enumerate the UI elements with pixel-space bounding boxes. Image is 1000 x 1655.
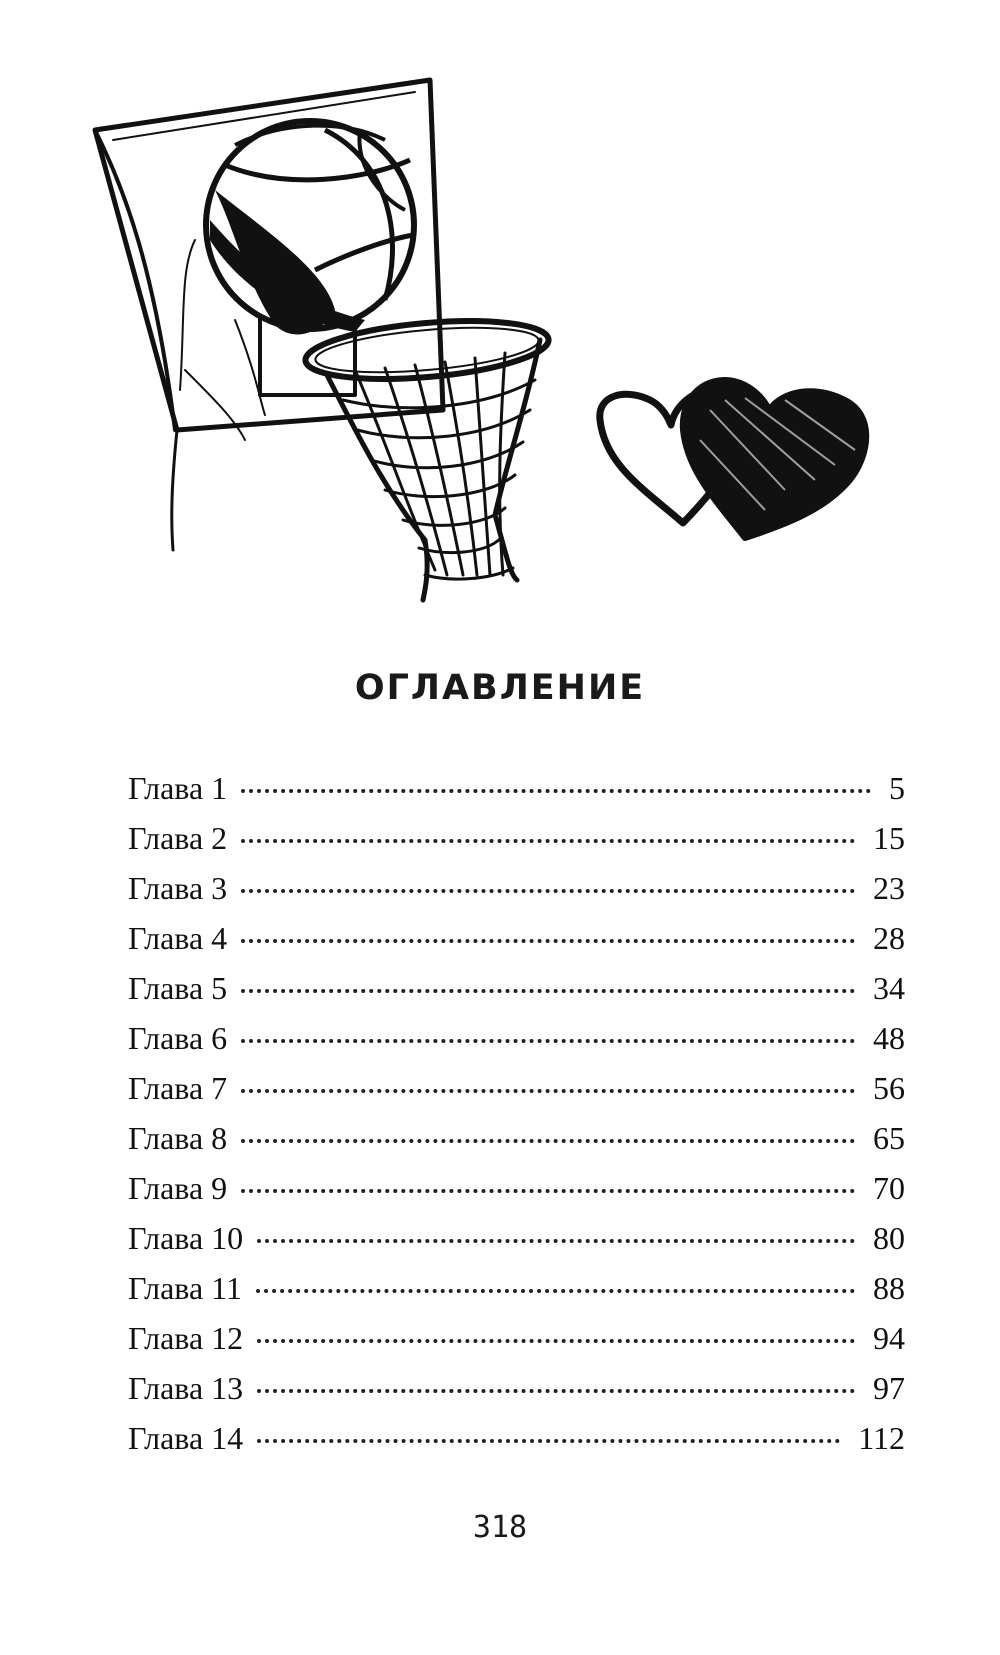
basketball-hearts-illustration (85, 70, 935, 640)
toc-entry (128, 1070, 905, 1120)
toc-entry (128, 1370, 905, 1420)
toc-entry-title: Глава 5 (128, 970, 228, 1006)
toc-entry-title: Глава 12 (128, 1320, 244, 1356)
toc-entry-title: Глава 8 (128, 1120, 228, 1156)
toc-entry-title: Глава 11 (128, 1270, 242, 1306)
toc-entry-title: Глава 6 (128, 1020, 228, 1056)
toc-leader-dots (257, 1389, 855, 1393)
toc-entry-page: 65 (873, 1120, 905, 1156)
toc-leader-dots (257, 1339, 855, 1343)
page-number: 318 (472, 1510, 528, 1545)
toc-leader-dots (256, 1289, 855, 1293)
toc-entry (128, 820, 905, 870)
toc-entry (128, 1420, 905, 1470)
toc-entry-title: Глава 9 (128, 1170, 228, 1206)
basketball-icon (206, 121, 414, 334)
hoop-net-icon (303, 312, 551, 600)
toc-entry (128, 1170, 905, 1220)
toc-entry-title: Глава 3 (128, 870, 228, 906)
toc-entry-page: 28 (873, 920, 905, 956)
toc-entry-page: 56 (873, 1070, 905, 1106)
toc-entry-page: 23 (873, 870, 905, 906)
toc-entry-title: Глава 10 (128, 1220, 244, 1256)
table-of-contents (128, 770, 905, 1470)
toc-entry-page: 34 (873, 970, 905, 1006)
toc-entry-page: 48 (873, 1020, 905, 1056)
toc-leader-dots (257, 1439, 840, 1443)
toc-entry (128, 1270, 905, 1320)
toc-leader-dots (257, 1239, 855, 1243)
toc-entry (128, 870, 905, 920)
hearts-icon (600, 380, 866, 538)
toc-leader-dots (241, 1139, 855, 1143)
toc-entry (128, 1020, 905, 1070)
toc-entry (128, 1220, 905, 1270)
toc-leader-dots (241, 889, 855, 893)
toc-entry (128, 1120, 905, 1170)
page-title: ОГЛАВЛЕНИЕ (354, 668, 646, 708)
toc-entry-page: 88 (873, 1270, 905, 1306)
toc-entry-title: Глава 7 (128, 1070, 228, 1106)
toc-entry-page: 97 (873, 1370, 905, 1406)
toc-entry (128, 770, 905, 820)
toc-entry-page: 70 (873, 1170, 905, 1206)
toc-entry-page: 94 (873, 1320, 905, 1356)
toc-entry (128, 1320, 905, 1370)
toc-leader-dots (241, 839, 855, 843)
toc-entry-title: Глава 1 (128, 770, 228, 806)
toc-leader-dots (241, 1189, 855, 1193)
toc-leader-dots (241, 789, 871, 793)
toc-entry-page: 15 (873, 820, 905, 856)
toc-leader-dots (241, 989, 855, 993)
toc-entry (128, 920, 905, 970)
toc-leader-dots (241, 1039, 855, 1043)
toc-entry-title: Глава 14 (128, 1420, 244, 1456)
toc-leader-dots (241, 1089, 855, 1093)
toc-entry-title: Глава 13 (128, 1370, 244, 1406)
toc-entry-page: 112 (858, 1420, 905, 1456)
toc-entry-page: 80 (873, 1220, 905, 1256)
toc-entry-title: Глава 2 (128, 820, 228, 856)
toc-entry-title: Глава 4 (128, 920, 228, 956)
toc-leader-dots (241, 939, 855, 943)
toc-entry-page: 5 (889, 770, 905, 806)
toc-entry (128, 970, 905, 1020)
